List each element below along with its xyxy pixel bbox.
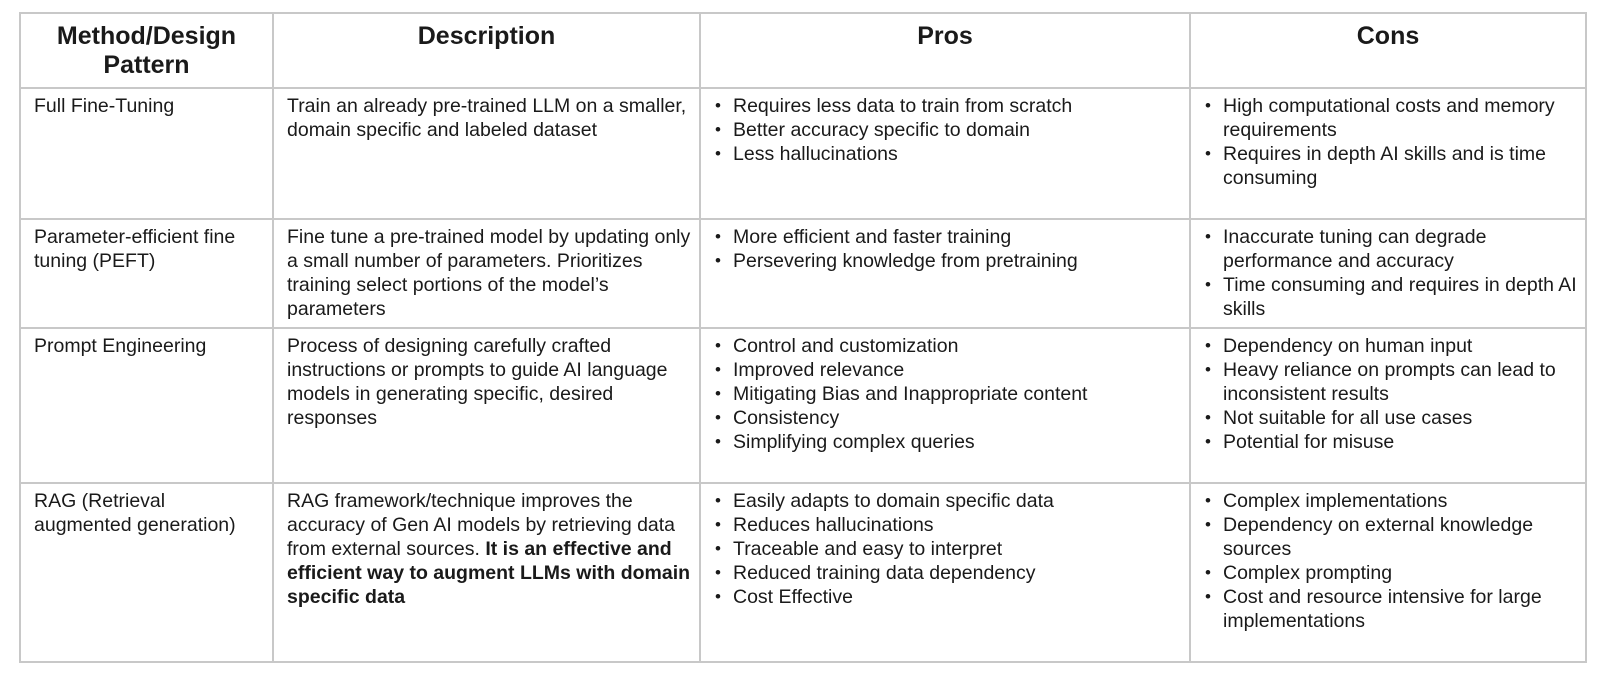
- comparison-table: [19, 12, 1587, 663]
- cons-cell: [1190, 328, 1586, 483]
- method-cell: Full Fine-Tuning: [20, 88, 273, 219]
- header-method: Method/Design Pattern: [20, 13, 273, 88]
- list-item: • Complex implementations: [1204, 489, 1577, 513]
- table-row: [20, 483, 1586, 662]
- list-item: • Not suitable for all use cases: [1204, 406, 1577, 430]
- pros-cell: [700, 219, 1190, 328]
- list-item: • Persevering knowledge from pretraining: [714, 249, 1181, 273]
- cons-cell: [1190, 88, 1586, 219]
- description-cell: [273, 328, 700, 483]
- list-item: • Potential for misuse: [1204, 430, 1577, 454]
- description-cell: [273, 219, 700, 328]
- cons-cell: [1190, 483, 1586, 662]
- list-item: • Cost Effective: [714, 585, 1181, 609]
- list-item: • Better accuracy specific to domain: [714, 118, 1181, 142]
- list-item: • Control and customization: [714, 334, 1181, 358]
- method-cell: Prompt Engineering: [20, 328, 273, 483]
- list-item: • Reduces hallucinations: [714, 513, 1181, 537]
- pros-list: [714, 334, 1181, 454]
- header-cons: Cons: [1190, 13, 1586, 88]
- list-item: • Cost and resource intensive for large implementations: [1204, 585, 1577, 633]
- list-item: • Heavy reliance on prompts can lead to inconsistent results: [1204, 358, 1577, 406]
- pros-cell: [700, 483, 1190, 662]
- list-item: • High computational costs and memory requirements: [1204, 94, 1577, 142]
- list-item: • More efficient and faster training: [714, 225, 1181, 249]
- list-item: • Simplifying complex queries: [714, 430, 1181, 454]
- cons-list: [1204, 94, 1577, 190]
- list-item: • Requires less data to train from scratch: [714, 94, 1181, 118]
- pros-list: [714, 225, 1181, 273]
- description-text: Train an already pre-trained LLM on a smaller, domain specific and labeled dataset: [287, 95, 687, 141]
- description-text: Process of designing carefully crafted instructions or prompts to guide AI language models in generating specific, desired responses: [287, 335, 668, 429]
- method-cell: RAG (Retrieval augmented generation): [20, 483, 273, 662]
- description-emphasis: It is an effective and efficient way to augment LLMs with domain specific data: [287, 538, 691, 608]
- pros-cell: [700, 328, 1190, 483]
- cons-list: [1204, 334, 1577, 454]
- list-item: • Dependency on external knowledge sources: [1204, 513, 1577, 561]
- table-row: [20, 88, 1586, 219]
- description-text: Fine tune a pre-trained model by updating only a small number of parameters. Prioritizes training select portions of the model’s parameters: [287, 226, 691, 320]
- list-item: • Reduced training data dependency: [714, 561, 1181, 585]
- pros-list: [714, 94, 1181, 166]
- description-cell: [273, 483, 700, 662]
- cons-list: [1204, 225, 1577, 321]
- table-row: [20, 328, 1586, 483]
- description-cell: [273, 88, 700, 219]
- list-item: • Less hallucinations: [714, 142, 1181, 166]
- header-row: [20, 13, 1586, 88]
- list-item: • Inaccurate tuning can degrade performance and accuracy: [1204, 225, 1577, 273]
- list-item: • Complex prompting: [1204, 561, 1577, 585]
- pros-list: [714, 489, 1181, 609]
- method-cell: Parameter-efficient fine tuning (PEFT): [20, 219, 273, 328]
- list-item: • Dependency on human input: [1204, 334, 1577, 358]
- list-item: • Improved relevance: [714, 358, 1181, 382]
- table-row: [20, 219, 1586, 328]
- list-item: • Requires in depth AI skills and is time consuming: [1204, 142, 1577, 190]
- header-description: Description: [273, 13, 700, 88]
- list-item: • Consistency: [714, 406, 1181, 430]
- list-item: • Mitigating Bias and Inappropriate content: [714, 382, 1181, 406]
- cons-cell: [1190, 219, 1586, 328]
- pros-cell: [700, 88, 1190, 219]
- cons-list: [1204, 489, 1577, 633]
- list-item: • Traceable and easy to interpret: [714, 537, 1181, 561]
- list-item: • Time consuming and requires in depth AI skills: [1204, 273, 1577, 321]
- list-item: • Easily adapts to domain specific data: [714, 489, 1181, 513]
- header-pros: Pros: [700, 13, 1190, 88]
- description-text: RAG framework/technique improves the accuracy of Gen AI models by retrieving data from external sources.: [287, 490, 676, 560]
